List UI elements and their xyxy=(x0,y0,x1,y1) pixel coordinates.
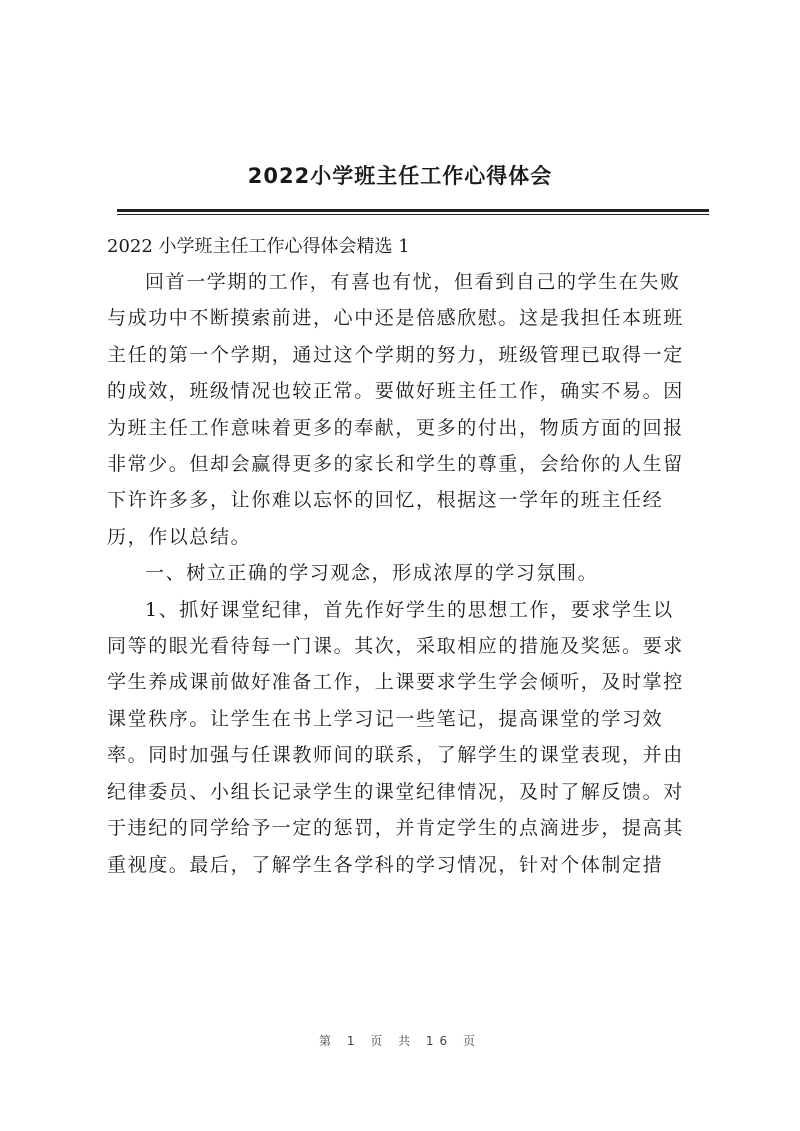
paragraph-line: 重视度。最后，了解学生各学科的学习情况，针对个体制定措 xyxy=(107,853,664,876)
paragraph-line: 回首一学期的工作，有喜也有忧，但看到自己的学生在失败 xyxy=(145,271,681,293)
paragraph-line: 历，作以总结。 xyxy=(107,525,252,548)
section-heading: 2022 小学班主任工作心得体会精选 1 xyxy=(107,236,410,257)
paragraph-line: 非常少。但却会赢得更多的家长和学生的尊重，会给你的人生留 xyxy=(107,453,684,476)
paragraph-line: 为班主任工作意味着更多的奉献，更多的付出，物质方面的回报 xyxy=(107,416,684,439)
paragraph-subheading xyxy=(107,555,711,591)
paragraph-line: 下许许多多，让你难以忘怀的回忆，根据这一学年的班主任经 xyxy=(107,489,664,512)
document-body xyxy=(107,230,711,883)
paragraph-intro xyxy=(107,264,711,555)
paragraph-line: 纪律委员、小组长记录学生的课堂纪律情况，及时了解反馈。对 xyxy=(107,780,684,803)
paragraph-line: 与成功中不断摸索前进，心中还是倍感欣慰。这是我担任本班班 xyxy=(107,307,684,330)
paragraph-line: 的成效，班级情况也较正常。要做好班主任工作，确实不易。因 xyxy=(107,380,684,403)
page-number-footer: 第 1 页 共 16 页 xyxy=(319,1034,481,1048)
paragraph-point-1 xyxy=(107,592,711,883)
document-title: 2022小学班主任工作心得体会 xyxy=(247,164,553,188)
paragraph-line: 率。同时加强与任课教师间的联系，了解学生的课堂表现，并由 xyxy=(107,744,684,767)
title-divider-thick xyxy=(117,209,709,212)
paragraph-line: 同等的眼光看待每一门课。其次，采取相应的措施及奖惩。要求 xyxy=(107,635,684,658)
title-divider-thin xyxy=(117,214,709,215)
paragraph-line: 一、树立正确的学习观念，形成浓厚的学习氛围。 xyxy=(145,562,599,585)
paragraph-line: 主任的第一个学期，通过这个学期的努力，班级管理已取得一定 xyxy=(107,343,684,366)
paragraph-line: 课堂秩序。让学生在书上学习记一些笔记，提高课堂的学习效 xyxy=(107,707,664,730)
paragraph-line: 于违纪的同学给予一定的惩罚，并肯定学生的点滴进步，提高其 xyxy=(107,817,684,840)
paragraph-line: 学生养成课前做好准备工作，上课要求学生学会倾听，及时掌控 xyxy=(107,671,684,694)
paragraph-line: 1、抓好课堂纪律，首先作好学生的思想工作，要求学生以 xyxy=(145,598,674,621)
